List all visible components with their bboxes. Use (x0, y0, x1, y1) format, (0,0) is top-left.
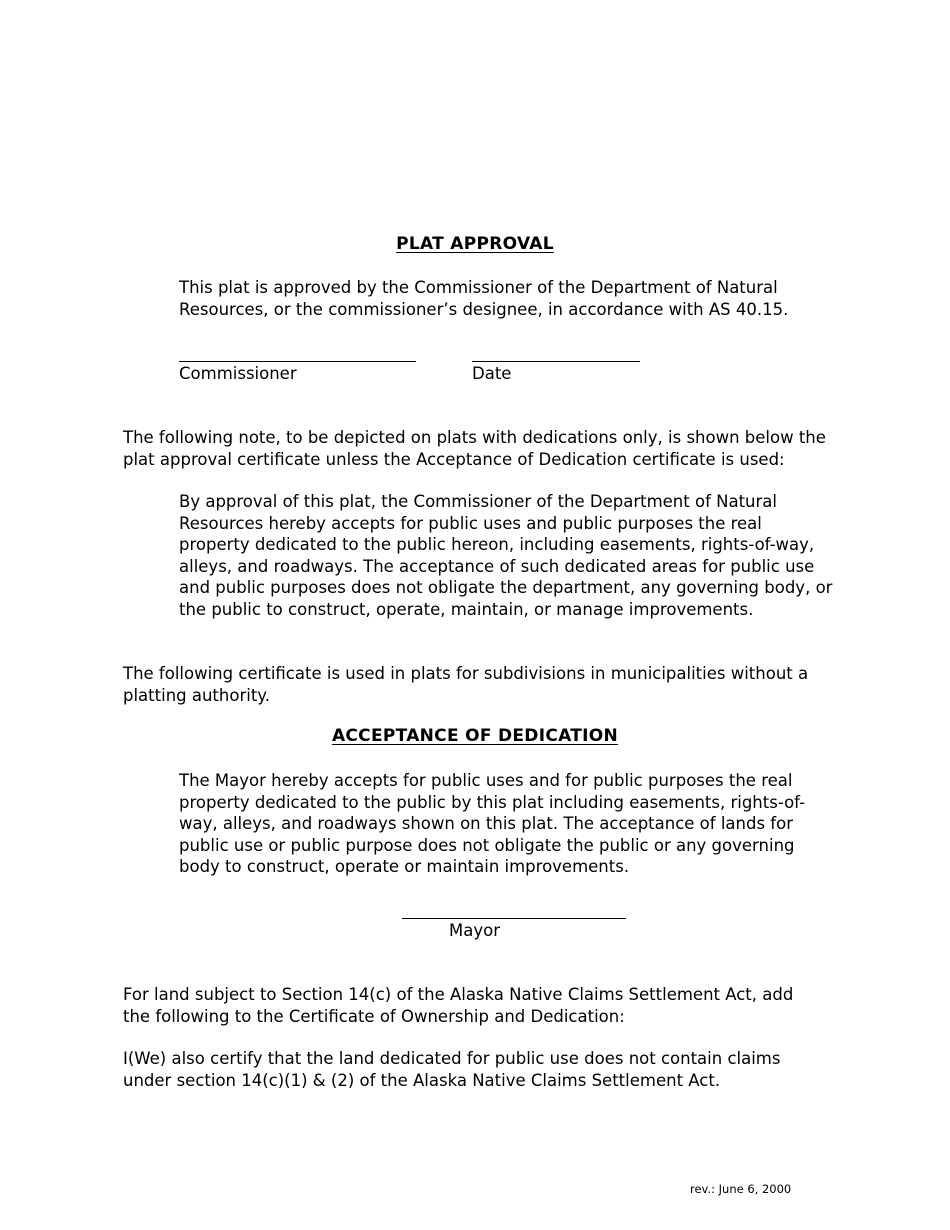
revision-date: rev.: June 6, 2000 (690, 1182, 792, 1196)
mayor-label: Mayor (449, 921, 500, 940)
dedication-note-text: By approval of this plat, the Commissioner of the Department of Natural Resources hereby accepts for public uses and public purposes the real property dedicated to the public hereon, including easements, rights-of-way, alleys, and roadways. The acceptance of such dedicated areas for public use and public purposes does not obligate the department, any governing body, or the public to construct, operate, maintain, or manage improvements. (179, 492, 833, 619)
acceptance-of-dedication-heading: ACCEPTANCE OF DEDICATION (331, 726, 619, 746)
municipal-certificate-intro: The following certificate is used in plats for subdivisions in municipalities without a platting authority. (123, 664, 809, 705)
dedication-note-intro: The following note, to be depicted on plats with dedications only, is shown below the plat approval certificate unless the Acceptance of Dedication certificate is used: (123, 428, 826, 469)
plat-approval-statement: This plat is approved by the Commissioner of the Department of Natural Resources, or the commissioner’s designee, in accordance with AS 40.15. (179, 278, 789, 319)
mayor-signature-line (402, 918, 626, 919)
ancsa-certification: I(We) also certify that the land dedicated for public use does not contain claims under section 14(c)(1) & (2) of the Alaska Native Claims Settlement Act. (123, 1049, 781, 1090)
commissioner-signature-line (179, 361, 416, 362)
acceptance-of-dedication-text: The Mayor hereby accepts for public uses and for public purposes the real property dedicated to the public by this plat including easements, rights-of- way, alleys, and roadways shown on this plat. The acceptance of lands for public use or public purpose does not obligate the public or any governing body to construct, operate or maintain improvements. (179, 771, 806, 877)
ancsa-intro: For land subject to Section 14(c) of the Alaska Native Claims Settlement Act, add the following to the Certificate of Ownership and Dedication: (123, 985, 794, 1026)
date-signature-line (472, 361, 640, 362)
plat-approval-heading: PLAT APPROVAL (396, 234, 554, 254)
date-label: Date (472, 364, 512, 383)
commissioner-label: Commissioner (179, 364, 297, 383)
